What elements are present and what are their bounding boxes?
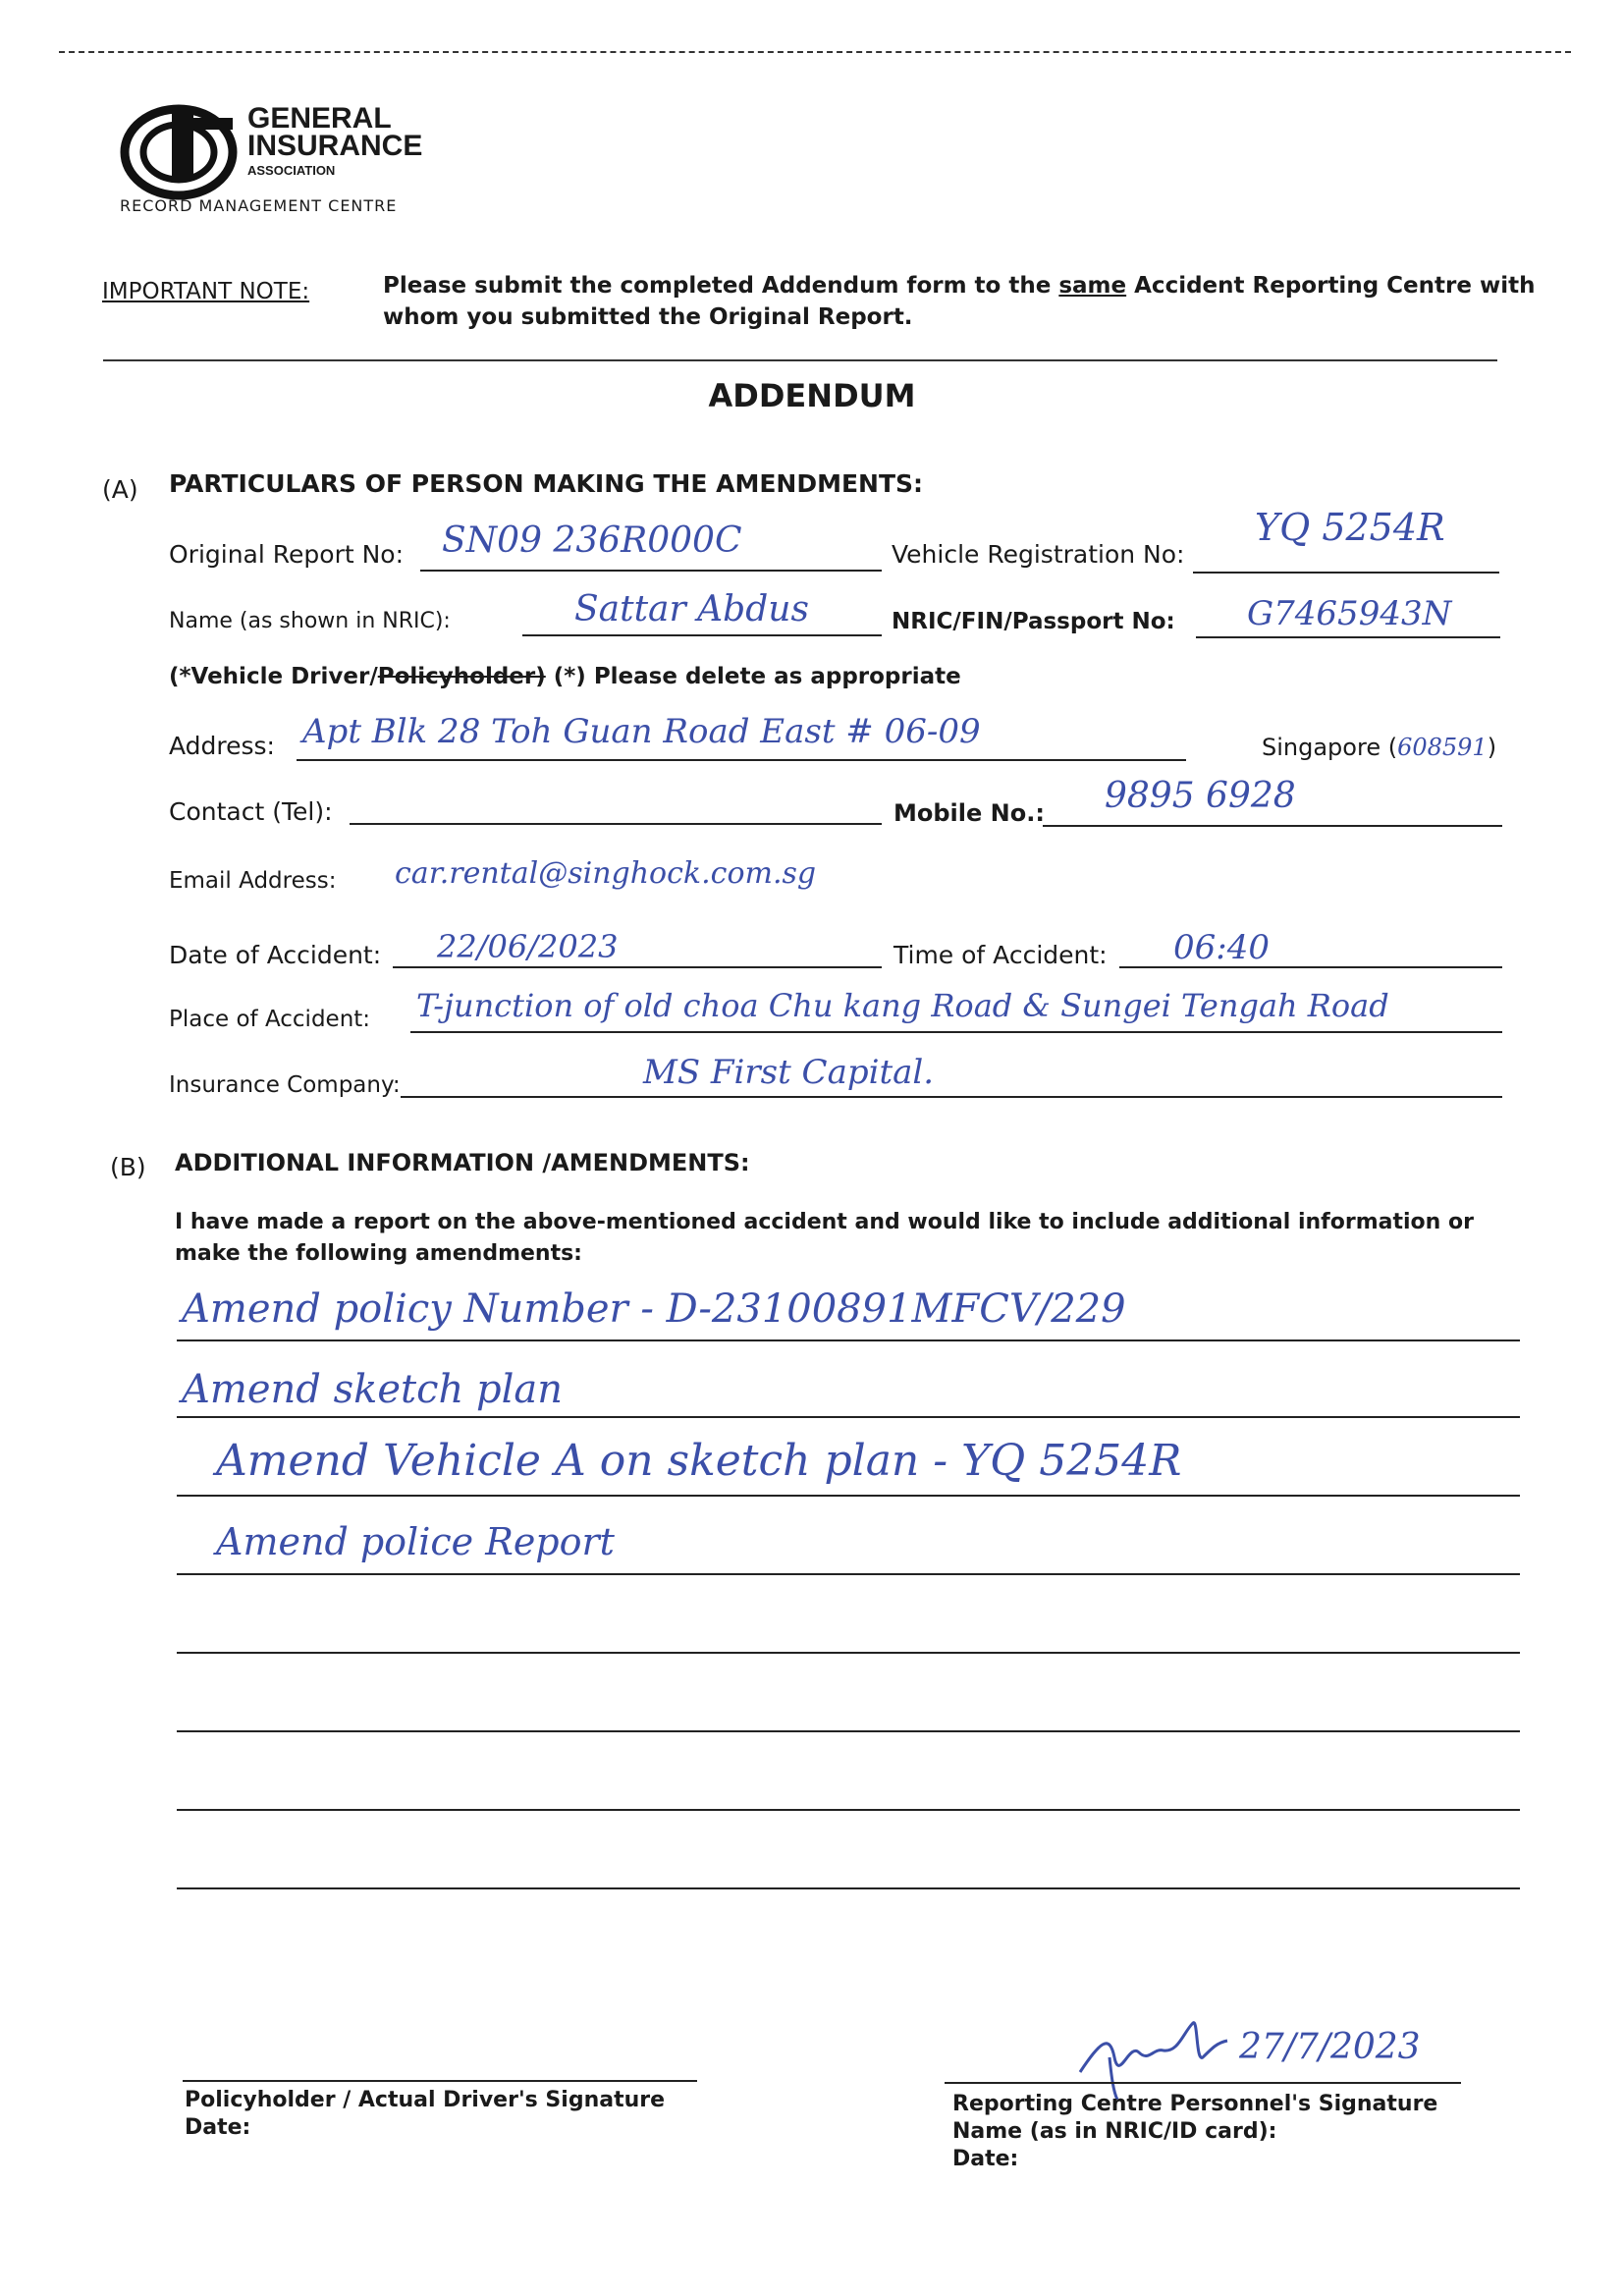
place-value[interactable]: T-junction of old choa Chu kang Road & Sungei Tengah Road (416, 987, 1389, 1024)
time-accident-label: Time of Accident: (893, 941, 1108, 969)
section-b-intro-1: I have made a report on the above-mentioned accident and would like to include additional information or (175, 1210, 1474, 1234)
insurance-value[interactable]: MS First Capital. (643, 1053, 935, 1092)
left-signature-line (183, 2080, 697, 2082)
original-report-label: Original Report No: (169, 540, 405, 569)
right-name-label: Name (as in NRIC/ID card): (952, 2119, 1277, 2144)
note-text-after: Accident Reporting Centre with (1126, 273, 1536, 299)
contact-label: Contact (Tel): (169, 797, 333, 826)
role-selection (169, 664, 961, 689)
important-note-label: IMPORTANT NOTE: (102, 279, 310, 304)
right-date-label: Date: (952, 2147, 1019, 2171)
mobile-line (1043, 825, 1502, 827)
vehicle-reg-line (1193, 572, 1499, 574)
singapore-close: ) (1487, 734, 1497, 761)
amendment-line-rule (177, 1495, 1520, 1497)
logo-subtitle: RECORD MANAGEMENT CENTRE (120, 196, 398, 215)
time-accident-value[interactable]: 06:40 (1173, 928, 1270, 967)
amendment-line-rule (177, 1652, 1520, 1654)
nric-line (1196, 636, 1500, 638)
insurance-line (401, 1096, 1502, 1098)
role-struck: Policyholder) (377, 664, 546, 689)
nric-value[interactable]: G7465943N (1247, 594, 1452, 633)
amendment-line-rule (177, 1809, 1520, 1811)
original-report-value[interactable]: SN09 236R000C (442, 520, 742, 561)
vehicle-reg-value[interactable]: YQ 5254R (1255, 506, 1445, 549)
place-line (410, 1031, 1502, 1033)
section-b-intro-2: make the following amendments: (175, 1241, 582, 1266)
nric-label: NRIC/FIN/Passport No: (892, 609, 1175, 634)
email-value[interactable]: car.rental@singhock.com.sg (395, 856, 817, 891)
logo-line-1: GENERAL (247, 102, 392, 135)
mobile-value[interactable]: 9895 6928 (1105, 776, 1296, 816)
name-label: Name (as shown in NRIC): (169, 609, 451, 633)
amendment-line-text[interactable]: Amend Vehicle A on sketch plan - YQ 5254R (216, 1436, 1182, 1486)
mobile-label: Mobile No.: (893, 799, 1045, 827)
amendment-line-rule (177, 1887, 1520, 1889)
place-label: Place of Accident: (169, 1007, 371, 1032)
personnel-signed-date[interactable]: 27/7/2023 (1239, 2027, 1421, 2067)
address-line (297, 759, 1186, 761)
note-text-same: same (1058, 273, 1127, 299)
amendment-line-rule (177, 1339, 1520, 1341)
logo-line-2: INSURANCE (247, 130, 423, 162)
logo-line-3: ASSOCIATION (247, 163, 336, 178)
section-b-heading: ADDITIONAL INFORMATION /AMENDMENTS: (175, 1149, 750, 1176)
amendment-line-rule (177, 1573, 1520, 1575)
section-b-marker: (B) (110, 1153, 146, 1181)
singapore-postal (1262, 734, 1496, 761)
postal-value[interactable]: 608591 (1397, 734, 1488, 761)
section-a-marker: (A) (102, 475, 138, 504)
important-note-text (383, 273, 1535, 299)
amendment-line-text[interactable]: Amend sketch plan (182, 1367, 563, 1412)
date-accident-line (393, 966, 882, 968)
contact-line (350, 823, 882, 825)
role-prefix: (*Vehicle Driver/ (169, 664, 378, 689)
note-text-before: Please submit the completed Addendum form to the (383, 273, 1059, 299)
amendment-line-text[interactable]: Amend policy Number - D-23100891MFCV/229 (182, 1286, 1126, 1332)
important-note-line2: whom you submitted the Original Report. (383, 304, 913, 330)
original-report-line (420, 570, 882, 572)
name-line (522, 634, 882, 636)
address-label: Address: (169, 732, 275, 760)
vehicle-reg-label: Vehicle Registration No: (892, 540, 1185, 569)
date-accident-value[interactable]: 22/06/2023 (437, 928, 619, 965)
role-suffix: (*) Please delete as appropriate (545, 664, 961, 689)
gia-emblem-icon (118, 98, 245, 201)
address-value[interactable]: Apt Blk 28 Toh Guan Road East # 06-09 (302, 712, 981, 751)
left-signature-label: Policyholder / Actual Driver's Signature (185, 2088, 666, 2112)
right-signature-label: Reporting Centre Personnel's Signature (952, 2092, 1438, 2116)
personnel-signature-icon (1070, 2003, 1237, 2102)
page-title: ADDENDUM (708, 377, 916, 414)
email-label: Email Address: (169, 868, 337, 894)
separator-rule (103, 359, 1497, 361)
right-signature-line (945, 2082, 1461, 2084)
top-rule (59, 51, 1571, 53)
date-accident-label: Date of Accident: (169, 941, 382, 969)
singapore-label: Singapore ( (1262, 734, 1398, 761)
left-date-label: Date: (185, 2115, 251, 2140)
amendment-line-rule (177, 1730, 1520, 1732)
section-a-heading: PARTICULARS OF PERSON MAKING THE AMENDMENTS: (169, 469, 924, 498)
insurance-label: Insurance Company: (169, 1072, 401, 1098)
amendment-line-text[interactable]: Amend police Report (216, 1520, 615, 1563)
name-value[interactable]: Sattar Abdus (574, 589, 809, 629)
amendment-line-rule (177, 1416, 1520, 1418)
